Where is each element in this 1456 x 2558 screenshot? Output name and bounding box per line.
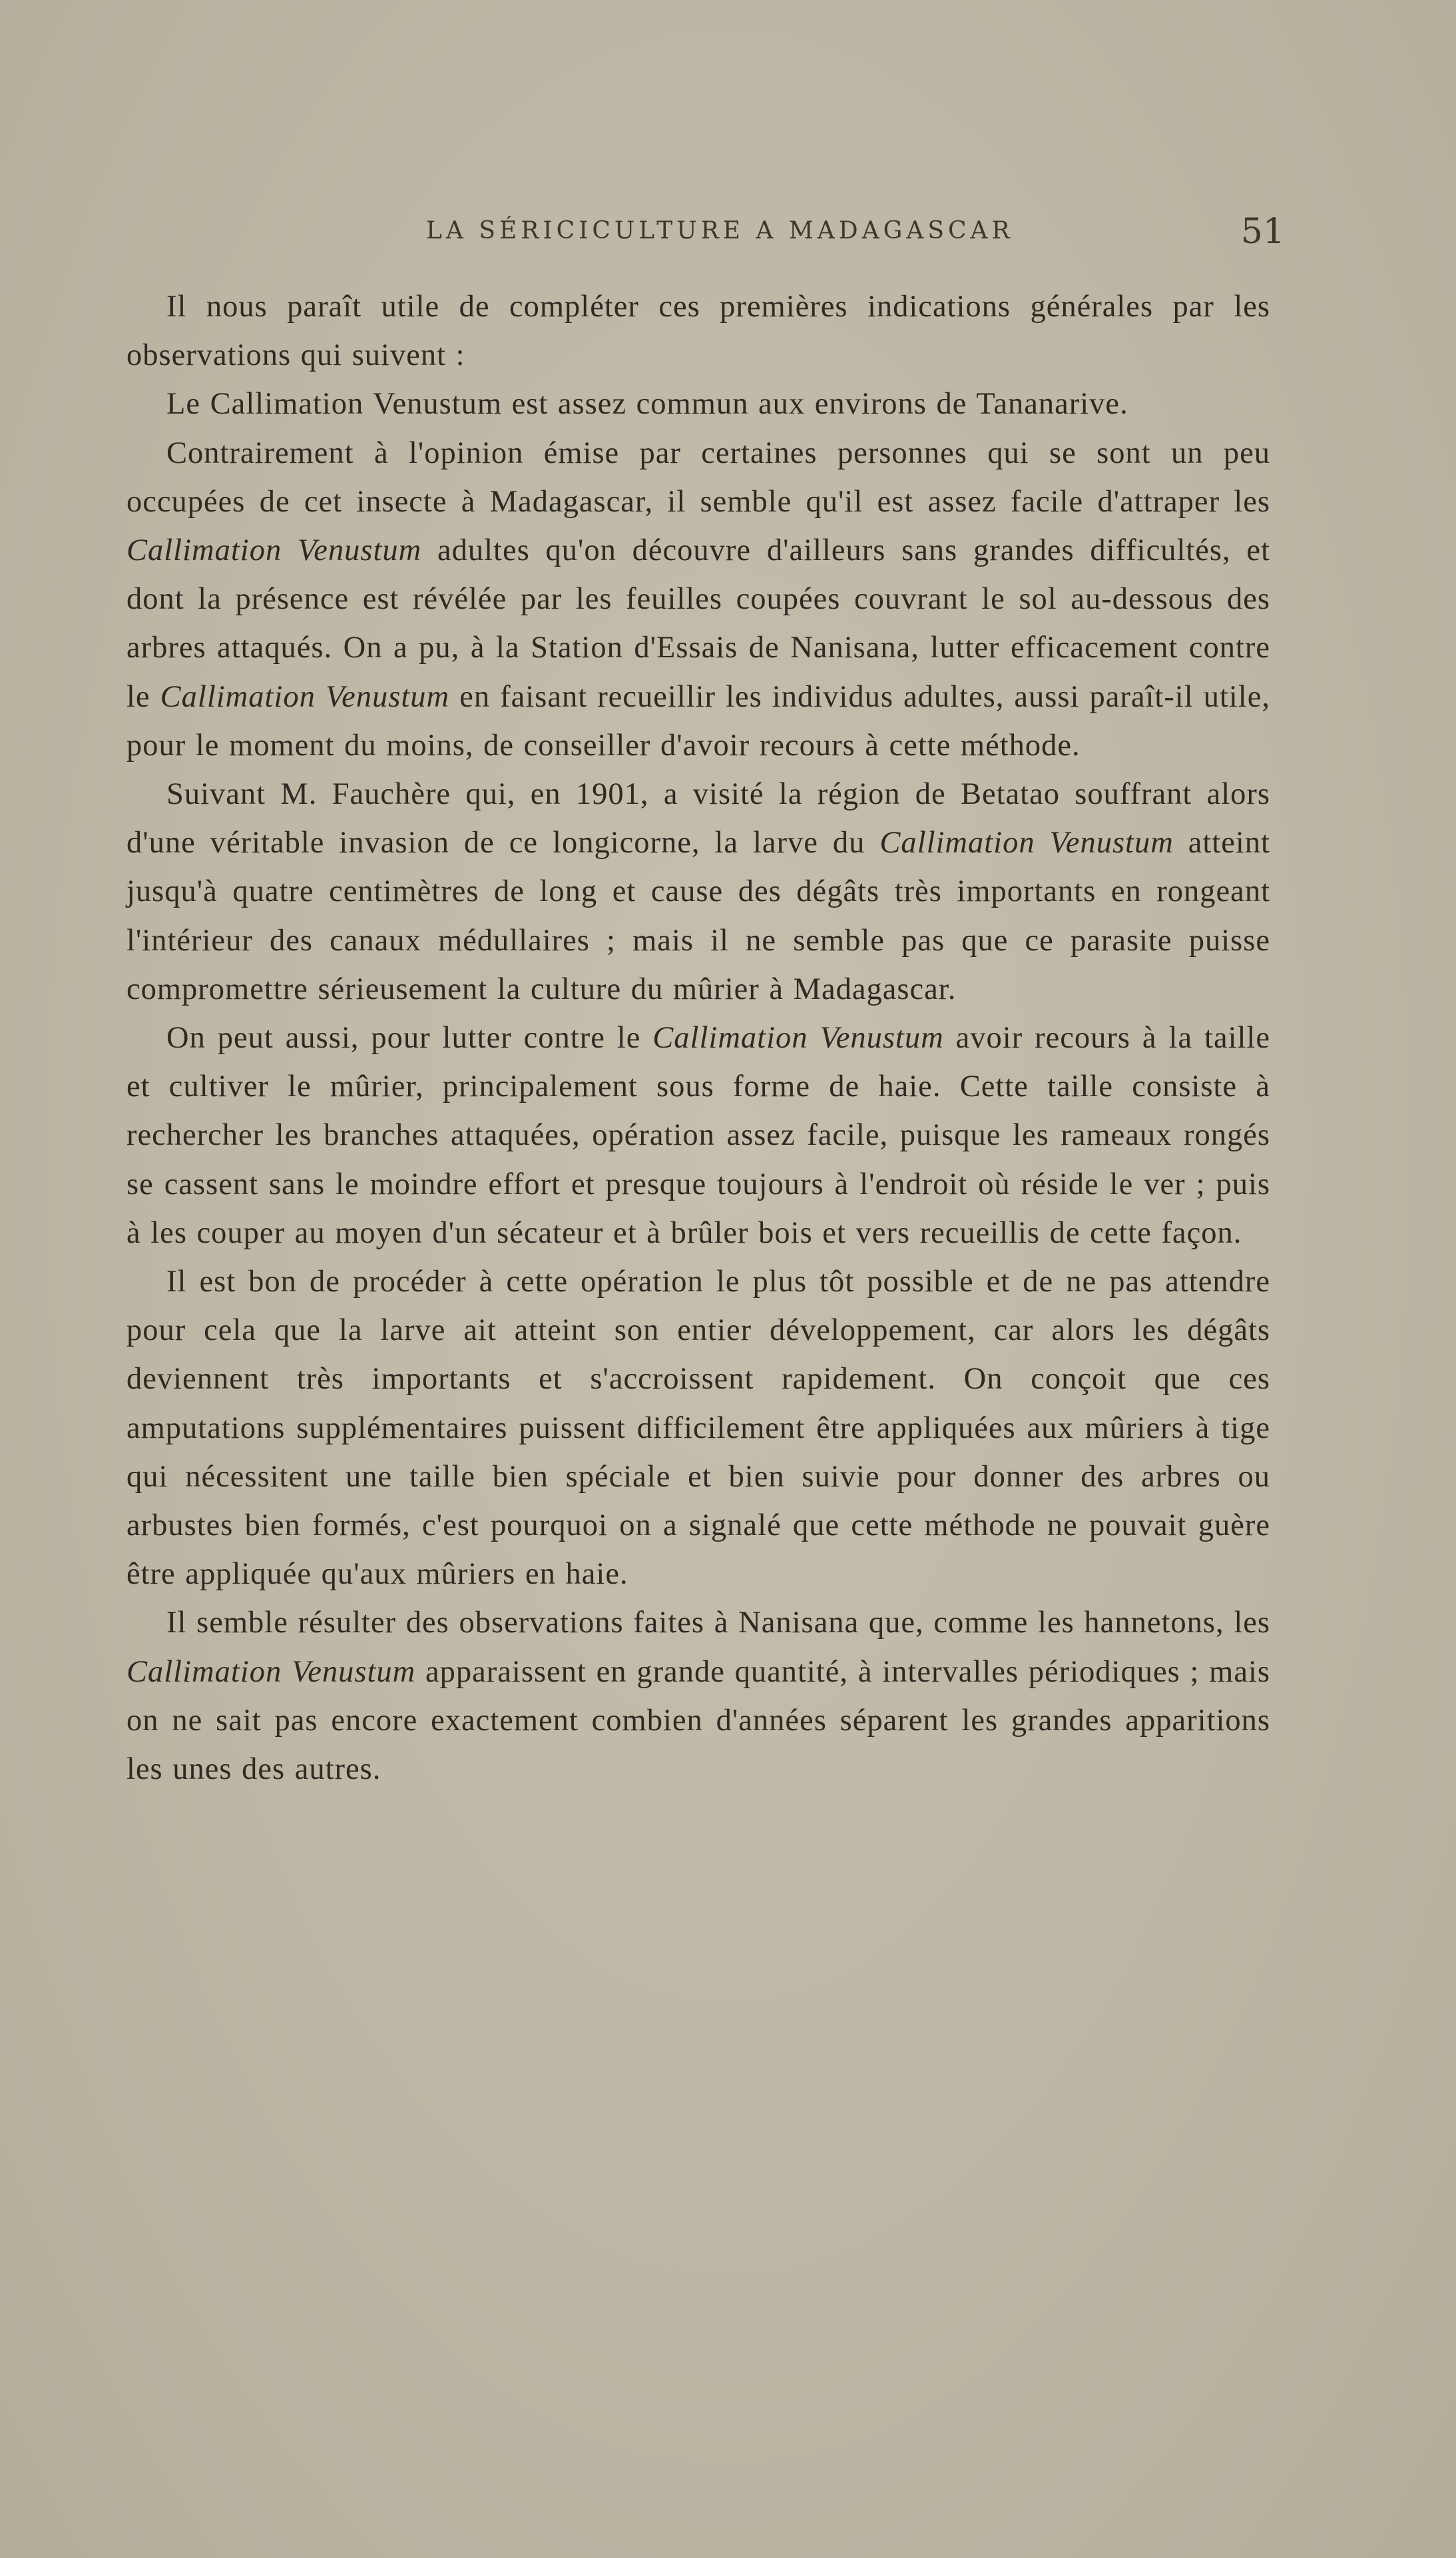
page-number: 51 — [1240, 212, 1285, 252]
paragraph-3 — [126, 429, 1270, 770]
paragraph-2 — [126, 380, 1270, 428]
species-name: Callimation Venustum — [126, 533, 422, 568]
paragraph-5 — [126, 1014, 1270, 1257]
species-name: Callimation Venustum — [652, 1021, 944, 1056]
body-text — [126, 282, 1270, 1793]
paragraph-1 — [126, 282, 1270, 380]
paragraph-4 — [126, 770, 1270, 1014]
paragraph-text: avoir recours à la taille et cultiver le mûrier, principalement sous forme de haie. Cette taille consiste à rechercher les branches attaquées, opération assez facile, puisque les rameaux rongés se cassent sans le moindre effort et presque toujours à l'endroit où réside le ver ; puis à les couper au moyen d'un sécateur et à brûler bois et vers recueillis de cette façon. — [126, 1021, 1270, 1250]
paragraph-text: Il semble résulter des observations faites à Nanisana que, comme les hannetons, les — [166, 1606, 1270, 1640]
paragraph-text: Il nous paraît utile de compléter ces premières indications générales par les observations qui suivent : — [126, 290, 1270, 373]
paragraph-text: Suivant M. Fauchère qui, en 1901, a visité la région de Betatao souffrant alors d'une véritable invasion de ce longicorne, la larve du — [126, 777, 1270, 860]
paragraph-text: en faisant recueillir les individus adultes, aussi paraît-il utile, pour le moment du moins, de conseiller d'avoir recours à cette méthode. — [126, 679, 1270, 763]
paragraph-text: apparaissent en grande quantité, à intervalles périodiques ; mais on ne sait pas encore exactement combien d'années séparent les grandes apparitions les unes des autres. — [126, 1654, 1270, 1787]
paragraph-text: Contrairement à l'opinion émise par certaines personnes qui se sont un peu occupées de cet insecte à Madagascar, il semble qu'il est assez facile d'attraper les — [126, 436, 1270, 519]
species-name: Callimation Venustum — [879, 826, 1174, 860]
species-name: Callimation Venustum — [160, 679, 450, 714]
page-header — [126, 212, 1285, 252]
paragraph-text: adultes qu'on découvre d'ailleurs sans grandes difficultés, et dont la présence est révélée par les feuilles coupées couvrant le sol au-dessous des arbres attaqués. On a pu, à la Station d'Essais de Nanisana, lutter efficacement contre le — [126, 533, 1270, 714]
paragraph-text: Il est bon de procéder à cette opération le plus tôt possible et de ne pas attendre pour cela que la larve ait atteint son entier développement, car alors les dégâts deviennent très importants et s'accroissent rapidement. On conçoit que ces amputations supplémentaires puissent difficilement être appliquées aux mûriers à tige qui nécessitent une taille bien spéciale et bien suivie pour donner des arbres ou arbustes bien formés, c'est pourquoi on a signalé que cette méthode ne pouvait guère être appliquée qu'aux mûriers en haie. — [126, 1265, 1270, 1592]
paragraph-text: atteint jusqu'à quatre centimètres de long et cause des dégâts très importants en rongeant l'intérieur des canaux médullaires ; mais il ne semble pas que ce parasite puisse compromettre sérieusement la culture du mûrier à Madagascar. — [126, 826, 1270, 1006]
running-title: LA SÉRICICULTURE A MADAGASCAR — [426, 217, 1014, 244]
paragraph-6 — [126, 1257, 1270, 1598]
species-name: Callimation Venustum — [126, 1654, 416, 1689]
paragraph-text: On peut aussi, pour lutter contre le — [166, 1021, 653, 1056]
paragraph-7 — [126, 1598, 1270, 1793]
paragraph-text: Le Callimation Venustum est assez commun aux environs de Tananarive. — [166, 387, 1128, 422]
